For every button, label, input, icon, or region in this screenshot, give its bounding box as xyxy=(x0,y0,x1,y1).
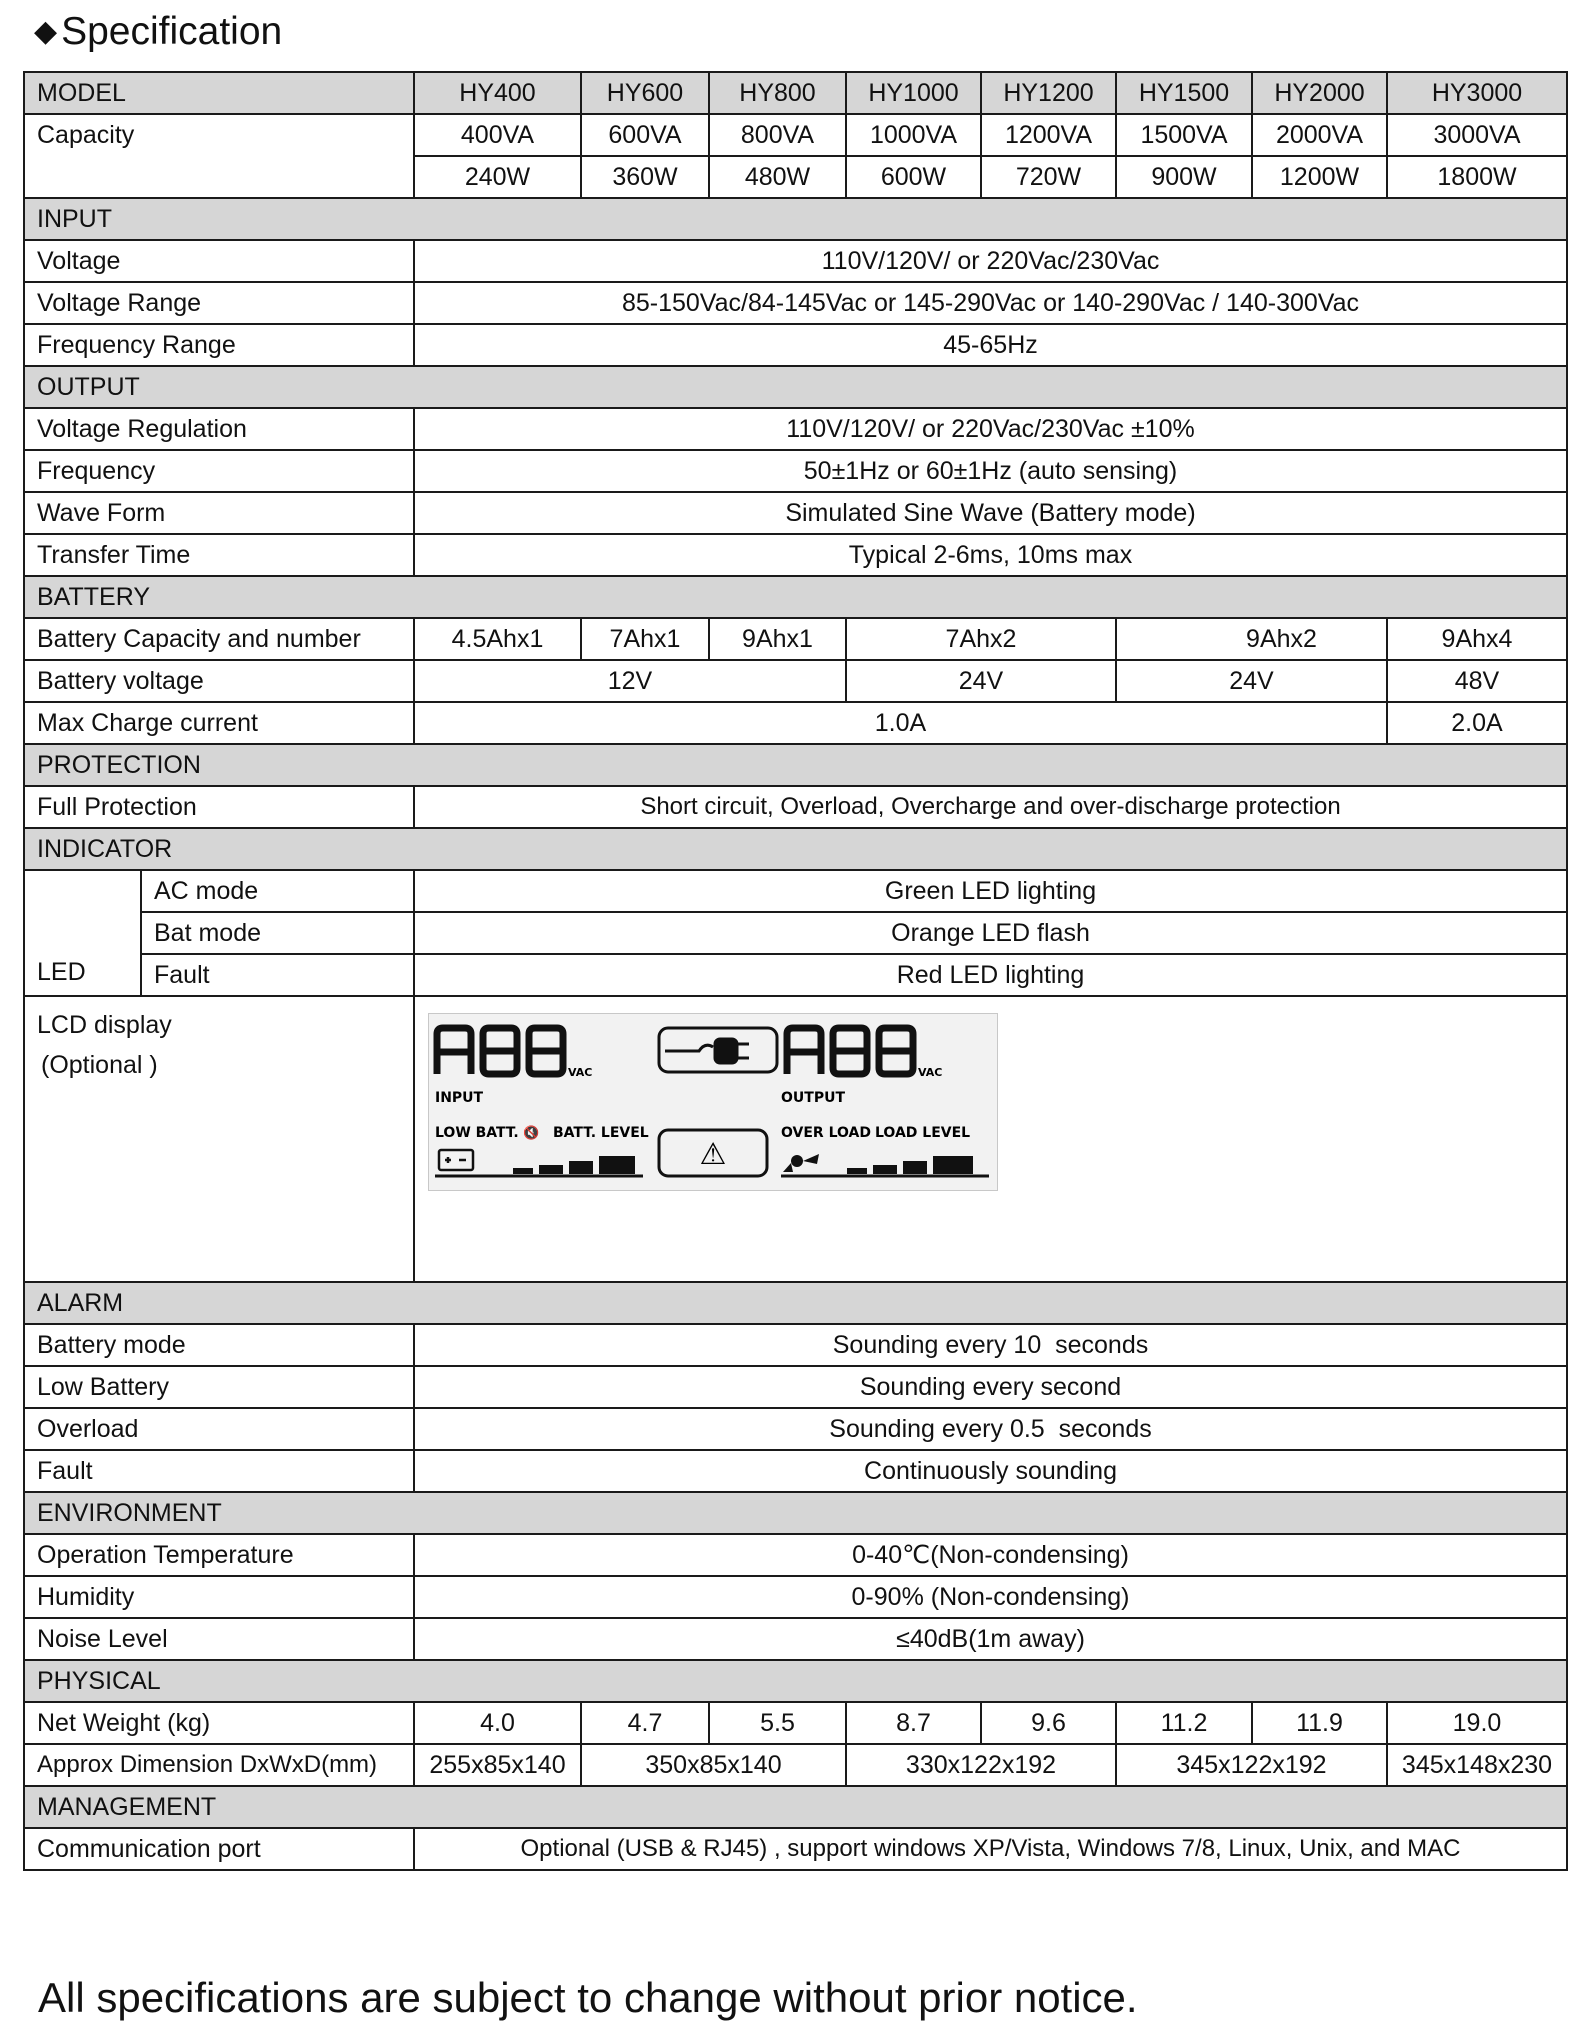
section-title: ENVIRONMENT xyxy=(24,1492,1567,1534)
row-value: 350x85x140 xyxy=(581,1744,846,1786)
row-value: 110V/120V/ or 220Vac/230Vac xyxy=(414,240,1567,282)
capacity-va: 3000VA xyxy=(1387,114,1567,156)
row-value: 9Ahx4 xyxy=(1387,618,1567,660)
row-value: 24V xyxy=(1116,660,1387,702)
row-value: Green LED lighting xyxy=(414,870,1567,912)
row-value: 7Ahx1 xyxy=(581,618,709,660)
row-value: 0-90% (Non-condensing) xyxy=(414,1576,1567,1618)
spec-row xyxy=(24,1576,1567,1618)
section-protection xyxy=(24,744,1567,786)
lcd-display-cell xyxy=(414,996,1567,1282)
row-label: Overload xyxy=(24,1408,414,1450)
row-value: 9Ahx1 xyxy=(709,618,846,660)
row-label: Battery mode xyxy=(24,1324,414,1366)
row-value: Red LED lighting xyxy=(414,954,1567,996)
spec-row xyxy=(24,1702,1567,1744)
capacity-watt: 1800W xyxy=(1387,156,1567,198)
section-title: MANAGEMENT xyxy=(24,1786,1567,1828)
spec-row xyxy=(24,282,1567,324)
row-value: 85-150Vac/84-145Vac or 145-290Vac or 140-290Vac / 140-300Vac xyxy=(414,282,1567,324)
fan-icon xyxy=(783,1154,819,1172)
row-label: Communication port xyxy=(24,1828,414,1870)
section-environment xyxy=(24,1492,1567,1534)
row-value: 9Ahx2 xyxy=(1116,618,1387,660)
row-value: Sounding every 10 seconds xyxy=(414,1324,1567,1366)
row-value: 4.5Ahx1 xyxy=(414,618,581,660)
section-indicator xyxy=(24,828,1567,870)
row-label: Transfer Time xyxy=(24,534,414,576)
spec-row xyxy=(24,1366,1567,1408)
row-value: Sounding every 0.5 seconds xyxy=(414,1408,1567,1450)
row-value: 48V xyxy=(1387,660,1567,702)
row-value: 4.7 xyxy=(581,1702,709,1744)
model-row xyxy=(24,72,1567,114)
row-value: 330x122x192 xyxy=(846,1744,1116,1786)
row-label: Noise Level xyxy=(24,1618,414,1660)
capacity-watt: 900W xyxy=(1116,156,1252,198)
lcd-row xyxy=(24,996,1567,1282)
row-value: 11.2 xyxy=(1116,1702,1252,1744)
model-hy600: HY600 xyxy=(581,72,709,114)
spec-row xyxy=(24,1828,1567,1870)
spec-row xyxy=(24,450,1567,492)
warning-icon: ⚠ xyxy=(699,1138,727,1171)
speaker-icon: 🔇 xyxy=(523,1125,540,1140)
section-battery xyxy=(24,576,1567,618)
lcd-label-cell xyxy=(24,996,414,1282)
spec-row xyxy=(24,870,1567,912)
row-value: 5.5 xyxy=(709,1702,846,1744)
spec-row xyxy=(24,912,1567,954)
lcd-output-vac: VAC xyxy=(918,1066,943,1079)
row-label: Net Weight (kg) xyxy=(24,1702,414,1744)
row-value: 11.9 xyxy=(1252,1702,1387,1744)
section-title: PROTECTION xyxy=(24,744,1567,786)
footnote: All specifications are subject to change without prior notice. xyxy=(38,1974,1138,2021)
load-level-bars xyxy=(847,1156,973,1174)
section-title: BATTERY xyxy=(24,576,1567,618)
diamond-bullet-icon: ◆ xyxy=(34,15,58,48)
row-value: 50±1Hz or 60±1Hz (auto sensing) xyxy=(414,450,1567,492)
batt-level-bars xyxy=(513,1156,635,1174)
row-value: 7Ahx2 xyxy=(846,618,1116,660)
section-physical xyxy=(24,1660,1567,1702)
page-title xyxy=(34,6,282,61)
row-label: Operation Temperature xyxy=(24,1534,414,1576)
capacity-va: 800VA xyxy=(709,114,846,156)
row-label: Voltage Regulation xyxy=(24,408,414,450)
spec-row xyxy=(24,492,1567,534)
lcd-optional-label: (Optional ) xyxy=(41,1051,158,1079)
spec-row xyxy=(24,240,1567,282)
row-value: 45-65Hz xyxy=(414,324,1567,366)
model-hy1200: HY1200 xyxy=(981,72,1116,114)
plug-icon xyxy=(665,1039,749,1063)
spec-row xyxy=(24,702,1567,744)
lcd-input-label: INPUT xyxy=(435,1090,484,1106)
row-label: Low Battery xyxy=(24,1366,414,1408)
spec-row xyxy=(24,1618,1567,1660)
row-value: 24V xyxy=(846,660,1116,702)
capacity-va: 1500VA xyxy=(1116,114,1252,156)
spec-row xyxy=(24,1534,1567,1576)
spec-row xyxy=(24,408,1567,450)
lcd-input-vac: VAC xyxy=(568,1066,593,1079)
row-value: 2.0A xyxy=(1387,702,1567,744)
row-value: 345x148x230 xyxy=(1387,1744,1567,1786)
capacity-va: 400VA xyxy=(414,114,581,156)
row-label: Frequency xyxy=(24,450,414,492)
lcd-display-svg xyxy=(429,1014,997,1190)
row-value: 8.7 xyxy=(846,1702,981,1744)
section-alarm xyxy=(24,1282,1567,1324)
battery-icon xyxy=(439,1150,473,1170)
row-value: Sounding every second xyxy=(414,1366,1567,1408)
section-title: INDICATOR xyxy=(24,828,1567,870)
model-hy3000: HY3000 xyxy=(1387,72,1567,114)
capacity-watt: 360W xyxy=(581,156,709,198)
row-label: AC mode xyxy=(141,870,414,912)
section-management xyxy=(24,1786,1567,1828)
row-value: Continuously sounding xyxy=(414,1450,1567,1492)
capacity-va: 2000VA xyxy=(1252,114,1387,156)
row-label: Fault xyxy=(141,954,414,996)
row-value: Short circuit, Overload, Overcharge and over-discharge protection xyxy=(414,786,1567,828)
row-label: Battery voltage xyxy=(24,660,414,702)
row-value: 255x85x140 xyxy=(414,1744,581,1786)
lcd-batt-level-label: BATT. LEVEL xyxy=(553,1125,649,1141)
row-value: 1.0A xyxy=(414,702,1387,744)
row-value: Simulated Sine Wave (Battery mode) xyxy=(414,492,1567,534)
capacity-watt: 1200W xyxy=(1252,156,1387,198)
spec-row xyxy=(24,954,1567,996)
lcd-load-level-label: LOAD LEVEL xyxy=(875,1125,971,1141)
capacity-label: Capacity xyxy=(24,114,414,198)
row-label: Fault xyxy=(24,1450,414,1492)
capacity-va: 600VA xyxy=(581,114,709,156)
capacity-watt: 600W xyxy=(846,156,981,198)
row-value: ≤40dB(1m away) xyxy=(414,1618,1567,1660)
specification-table xyxy=(23,71,1568,1871)
row-label: Wave Form xyxy=(24,492,414,534)
section-title: INPUT xyxy=(24,198,1567,240)
spec-row xyxy=(24,786,1567,828)
spec-row xyxy=(24,1324,1567,1366)
capacity-watt: 720W xyxy=(981,156,1116,198)
row-value: 9.6 xyxy=(981,1702,1116,1744)
model-label: MODEL xyxy=(24,72,414,114)
lcd-low-batt-label: LOW BATT. xyxy=(435,1125,519,1141)
led-label: LED xyxy=(24,870,141,996)
lcd-output-digits xyxy=(787,1028,913,1074)
section-output xyxy=(24,366,1567,408)
row-label: Voltage xyxy=(24,240,414,282)
section-title: OUTPUT xyxy=(24,366,1567,408)
spec-row xyxy=(24,1744,1567,1786)
section-input xyxy=(24,198,1567,240)
model-hy2000: HY2000 xyxy=(1252,72,1387,114)
spec-row xyxy=(24,660,1567,702)
lcd-output-label: OUTPUT xyxy=(781,1090,845,1106)
lcd-label: LCD display xyxy=(37,1011,172,1039)
row-label: Bat mode xyxy=(141,912,414,954)
spec-row xyxy=(24,1408,1567,1450)
lcd-input-digits xyxy=(437,1028,563,1074)
row-value: Optional (USB & RJ45) , support windows XP/Vista, Windows 7/8, Linux, Unix, and MAC xyxy=(414,1828,1567,1870)
row-label: Battery Capacity and number xyxy=(24,618,414,660)
capacity-watt: 480W xyxy=(709,156,846,198)
spec-row xyxy=(24,618,1567,660)
section-title: ALARM xyxy=(24,1282,1567,1324)
capacity-va-row xyxy=(24,114,1567,156)
row-label: Full Protection xyxy=(24,786,414,828)
model-hy1000: HY1000 xyxy=(846,72,981,114)
model-hy400: HY400 xyxy=(414,72,581,114)
spec-row xyxy=(24,324,1567,366)
lcd-display-image xyxy=(428,1013,998,1191)
row-value: Orange LED flash xyxy=(414,912,1567,954)
row-label: Frequency Range xyxy=(24,324,414,366)
model-hy1500: HY1500 xyxy=(1116,72,1252,114)
model-hy800: HY800 xyxy=(709,72,846,114)
page-title-text: Specification xyxy=(61,10,283,53)
capacity-va: 1200VA xyxy=(981,114,1116,156)
spec-row xyxy=(24,534,1567,576)
row-value: 19.0 xyxy=(1387,1702,1567,1744)
row-value: 0-40℃(Non-condensing) xyxy=(414,1534,1567,1576)
row-label: Max Charge current xyxy=(24,702,414,744)
row-value: 4.0 xyxy=(414,1702,581,1744)
row-label: Humidity xyxy=(24,1576,414,1618)
capacity-watt: 240W xyxy=(414,156,581,198)
capacity-va: 1000VA xyxy=(846,114,981,156)
row-label: Voltage Range xyxy=(24,282,414,324)
row-value: 12V xyxy=(414,660,846,702)
lcd-over-load-label: OVER LOAD xyxy=(781,1125,871,1141)
row-value: 110V/120V/ or 220Vac/230Vac ±10% xyxy=(414,408,1567,450)
spec-row xyxy=(24,1450,1567,1492)
row-label: Approx Dimension DxWxD(mm) xyxy=(24,1744,414,1786)
section-title: PHYSICAL xyxy=(24,1660,1567,1702)
row-value: 345x122x192 xyxy=(1116,1744,1387,1786)
row-value: Typical 2-6ms, 10ms max xyxy=(414,534,1567,576)
